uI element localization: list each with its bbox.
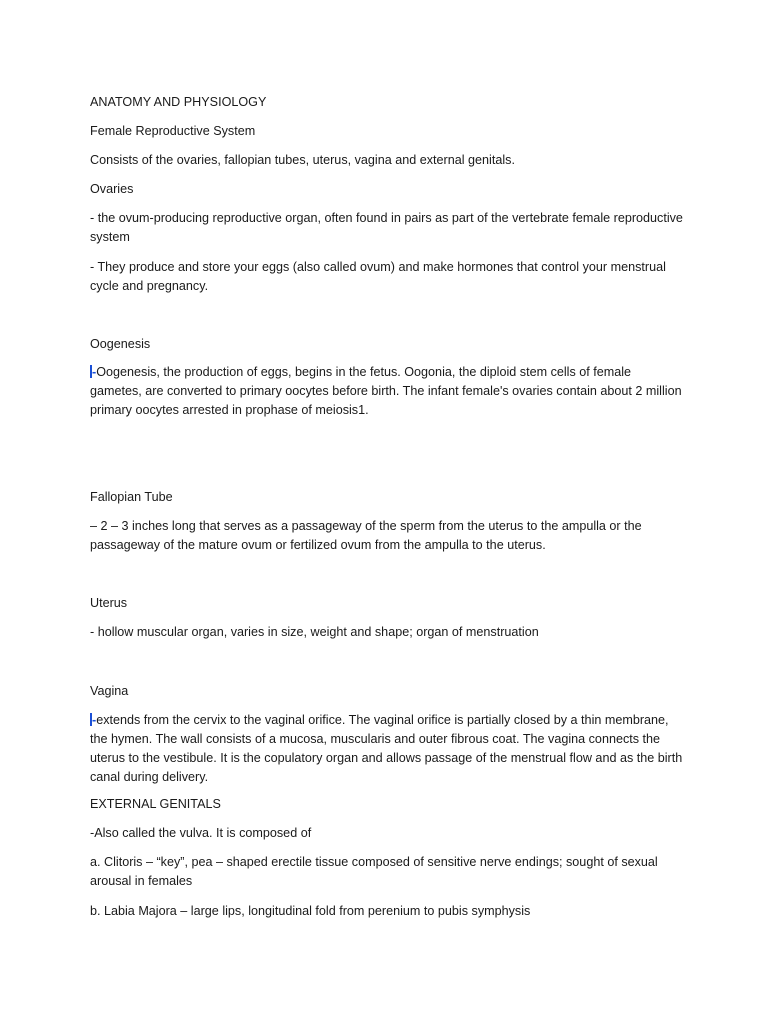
- list-item-labia-majora: b. Labia Majora – large lips, longitudinal fold from perenium to pubis symphysis: [90, 904, 531, 918]
- external-genitals-intro: -Also called the vulva. It is composed of: [90, 826, 312, 840]
- ovaries-point-1: - the ovum-producing reproductive organ, often found in pairs as part of the vertebrate female reproductive system: [90, 211, 683, 244]
- oogenesis-heading: Oogenesis: [90, 337, 151, 351]
- fallopian-heading: Fallopian Tube: [90, 490, 173, 504]
- oogenesis-paragraph: [90, 363, 685, 420]
- text-cursor: -: [92, 365, 97, 379]
- oogenesis-body: Oogenesis, the production of eggs, begins in the fetus. Oogonia, the diploid stem cells of female gametes, are converted to primary oocytes before birth. The infant female's ovaries contain about 2 million primary oocytes arrested in prophase of meiosis1.: [90, 365, 682, 417]
- text-cursor: -: [92, 713, 97, 727]
- section-subtitle: Female Reproductive System: [90, 124, 256, 138]
- document-title: ANATOMY AND PHYSIOLOGY: [90, 95, 267, 109]
- vagina-paragraph: [90, 711, 685, 787]
- list-item-clitoris: a. Clitoris – “key”, pea – shaped erectile tissue composed of sensitive nerve endings; sought of sexual arousal in females: [90, 855, 658, 888]
- vagina-heading: Vagina: [90, 684, 129, 698]
- uterus-heading: Uterus: [90, 596, 128, 610]
- vagina-body: extends from the cervix to the vaginal orifice. The vaginal orifice is partially closed by a thin membrane, the hymen. The wall consists of a mucosa, muscularis and outer fibrous coat. The vagina connects the uterus to the vestibule. It is the copulatory organ and allows passage of the menstrual flow and as the birth canal during delivery.: [90, 713, 683, 784]
- external-genitals-heading: EXTERNAL GENITALS: [90, 797, 221, 811]
- fallopian-paragraph: – 2 – 3 inches long that serves as a passageway of the sperm from the uterus to the ampulla or the passageway of the mature ovum or fertilized ovum from the ampulla to the uterus.: [90, 519, 642, 552]
- ovaries-heading: Ovaries: [90, 182, 134, 196]
- intro-paragraph: Consists of the ovaries, fallopian tubes, uterus, vagina and external genitals.: [90, 153, 515, 167]
- ovaries-point-2: - They produce and store your eggs (also called ovum) and make hormones that control your menstrual cycle and pregnancy.: [90, 260, 666, 293]
- uterus-paragraph: - hollow muscular organ, varies in size, weight and shape; organ of menstruation: [90, 625, 539, 639]
